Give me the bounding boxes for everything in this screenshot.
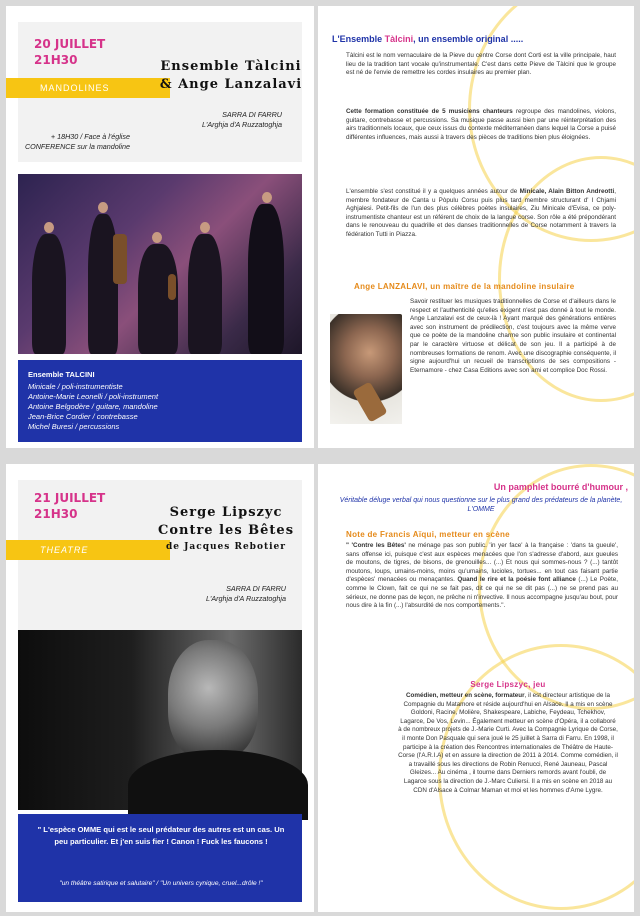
title-line1: Ensemble Tàlcini [160,59,302,74]
article1-heading: L'Ensemble Tàlcini, un ensemble original ..... [332,34,524,44]
article2-panel [318,464,634,912]
concert1-photo [18,174,302,354]
article1-p1: Tàlcini est le nom vernaculaire de la Pieve du centre Corse dont Corti est la ville principale, haut lieu de la tradition tant vocale qu'instrumentale. C'est dans cette Pieve de Tàlcini que le groupe est né de l'envie de remettre les cordes insulaires au premier plan. [346,52,616,77]
title-line3: de Jacques Rebotier [165,542,287,552]
cast-item: Minicale / poli-instrumentiste [28,382,123,391]
note-line2: CONFERENCE sur la mandoline [24,141,130,151]
concert1-date [34,36,105,68]
concert1-cast-box [18,360,302,442]
cast-list [28,382,158,432]
venue-line2: L'Arghja d'A Ruzzatoghja [206,593,286,603]
article1-p3: L'ensemble s'est constitué il y a quelques années autour de Minicale, Alain Bitton Andreotti, membre fondateur de Canta u Pòpulu Corsu puis plus tard membre structurant d' I Chjami Aghjalesi. Petit-fils de l'un des plus célèbres poètes insulaires, Ziu Minicale d'Evisa, ce poly-instrumentiste chanteur est un référent de choix de la langue corse. Son rôle a été prépondérant dans le renouveau du quadrille et des danses traditionnelles de Corse notamment à travers la fédération Tutti in Piazza. [346,188,617,238]
date-time: 21H30 [34,507,78,521]
concert2-title [146,504,306,554]
article2-heading: Un pamphlet bourré d'humour , [493,482,628,492]
title-line2: Contre les Bêtes [157,523,295,538]
venue-line1: SARRA DI FARRU [222,110,282,119]
cast-item: Antoine-Marie Leonelli / poli-instrument [28,392,159,401]
title-line1: Serge Lipszyc [169,505,283,520]
concert1-venue [156,110,282,129]
note-line1: + 18H30 / Face à l'église [50,132,130,141]
article1-subheading: Ange LANZALAVI, un maître de la mandoline insulaire [354,282,575,291]
date-day: 20 JUILLET [34,37,106,51]
venue-line2: L'Arghja d'A Ruzzatoghja [202,119,282,129]
quote-text: " L'espèce OMME qui est le seul prédateur des autres est un cas. Un peu particulier. Et j'en suis fier ! Canon ! Fuck les faucons ! [37,825,285,846]
note-text: " 'Contre les Bêtes' ne ménage pas son public. 'in yer face' à la française : 'dans ta gueule', sans offense ici, puisque c'est aux espèces menacées que l'on s'adresse d'abord, aux gueules de moutons, de tigres, de bisons, de grenouilles... (...) Et nous qui sommes-nous ? (...) tantôt moutons, loups, umains-moins, moins qu'umains, lucioles, tortues... en tout cas faisant partie d'espèces' menacées ou menaçantes. Quand le rire et la poésie font alliance (...) Le Poète, comme le Clown, fait ce qui ne se fait pas, dit ce qui ne se dit pas (...) ne se prend pas au sérieux, ne donne pas de leçon, ne prêche ni n'invective. Il nous accompagne jusqu'au bout, pour nous dire à la fin (...) l'absurdité de nos comportements.". [346,542,618,610]
date-day: 21 JUILLET [34,491,106,505]
bio-text: Comédien, metteur en scène, formateur, il est directeur artistique de la Compagnie du Matamore et réside aujourd'hui en Alsace. Il a mis en scène Goldoni, Racine, Molière, Shakespeare, Labiche, Feydeau, Tchekhov, Lagarce, De Vos, Levin... Également metteur en scène d'Opéra, il a collaboré à de nombreux projets de J.-Marie Curti. Avec la Compagnie Lyrique de Corse, il monte Don Pasquale qui sera joué le 25 juillet à Sarra di Farru. En 1998, il participe à la création des Rencontres internationales de Théâtre de Haute-Corse (l'A.R.I.A) et en assure la direction de 2011 à 2014. Comme comédien, il a travaillé sous les directions de Robin Renucci, René Jauneau, Pascal Gleizes... Au cinéma , il tourne dans Derniers remords avant l'oubli, de Lagarce sous la direction de J.-Marc Culiersi. Il a mis en scène en 2018 au CDN d'Alsace à Colmar Maman et moi et les hommes d'Arne Lygre. [398,692,618,794]
cast-item: Antoine Belgodère / guitare, mandoline [28,402,158,411]
title-line2: & Ange Lanzalavi [159,77,303,92]
concert2-photo [18,630,302,810]
concert2-date [34,490,105,522]
cast-item: Jean-Brice Cordier / contrebasse [28,412,138,421]
date-time: 21H30 [34,53,78,67]
concert2-panel [6,464,314,912]
quote-tail: "un théâtre satirique et salutaire" / "Un univers cynique, cruel...drôle !" [59,880,263,887]
concert2-quote-box [18,814,302,902]
category-band [6,78,170,98]
article2-subheading: Véritable déluge verbal qui nous questionne sur le plus grand des prédateurs de la planète, L'OMME [339,497,623,513]
concert1-note [20,132,130,151]
article1-p2: Cette formation constituée de 5 musiciens chanteurs regroupe des mandolines, violons, guitare, contrebasse et percussions. Sa musique passe aussi bien par une réinterprétation des airs traditionnels locaux, que ceux issus du contexte méditerranéen dans lequel la Corse a puisé différentes influences, mais aussi à travers des pièces de traditions bien plus éloignées. [346,108,616,141]
cast-item: Michel Buresi / percussions [28,422,120,431]
category-label: THEATRE [40,545,89,555]
cast-title: Ensemble TALCINI [28,370,95,379]
category-label: MANDOLINES [40,83,110,93]
article1-panel [318,6,634,448]
portrait-photo [330,314,402,424]
article1-p4: Savoir restituer les musiques traditionnelles de Corse et d'ailleurs dans le respect et l'authenticité qu'elles exigent n'est pas donné à tout le monde. Ange Lanzalavi est de ceux-là ! Ayant marqué des générations entières avec son instrument de prédilection, c'est toujours avec la même verve que ce poète de la mandoline charme son public insulaire et continental par le caractère virtuose et délicat de son jeu. Il a participé à de nombreuses formations de renom. Avec une discographie conséquente, il signe aujourd'hui un recueil de transcriptions de ses compositions - Eternamore - chez Casa Editions avec son ami et complice Doc Rossi. [410,298,616,374]
note-title: Note de Francis Aïqui, metteur en scène [346,530,510,539]
concert1-panel [6,6,314,448]
concert2-venue [156,584,286,603]
venue-line1: SARRA DI FARRU [226,584,286,593]
concert1-title [156,58,306,94]
bio-title: Serge Lipszyc, jeu [470,680,546,689]
